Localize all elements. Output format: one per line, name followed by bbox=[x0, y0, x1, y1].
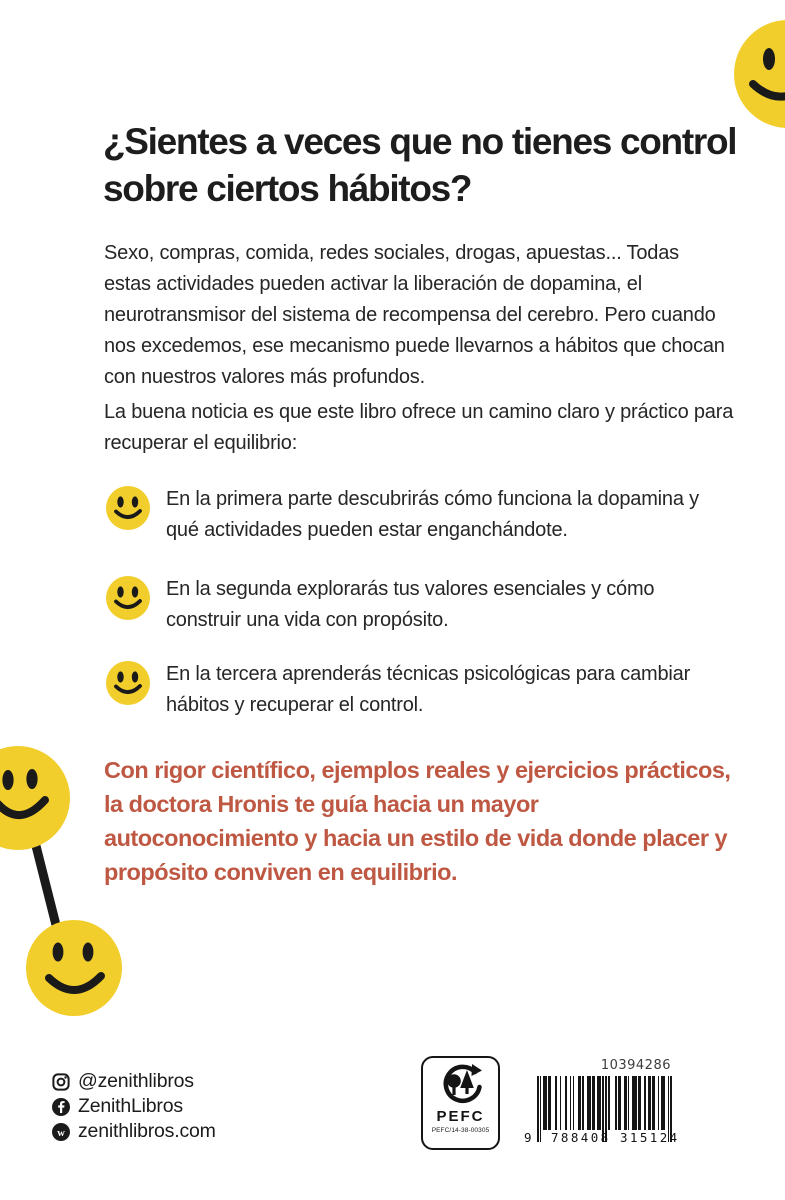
barcode-bar bbox=[653, 1076, 655, 1130]
barcode-bar bbox=[639, 1076, 641, 1130]
website-url: zenithlibros.com bbox=[78, 1120, 216, 1142]
smiley-icon bbox=[106, 576, 150, 620]
social-links bbox=[52, 1069, 216, 1144]
barcode-bar bbox=[565, 1076, 567, 1130]
smiley-icon bbox=[106, 486, 150, 530]
barcode-digit-group-1: 788408 bbox=[551, 1130, 611, 1145]
barcode-top-number: 10394286 bbox=[600, 1058, 671, 1073]
barcode-bar bbox=[615, 1076, 617, 1130]
intro-paragraph-1: Sexo, compras, comida, redes sociales, drogas, apuestas... Todas estas actividades pueden activar la liberación de dopamina, el neurotransmisor del sistema de recompensa del cerebro. Pero cuando nos excedemos, ese mecanismo puede llevarnos a hábitos que chocan con nuestros valores más profundos. bbox=[104, 242, 725, 388]
smiley-cluster-icon bbox=[0, 726, 150, 1026]
pefc-logo-icon bbox=[438, 1063, 484, 1107]
barcode-bar bbox=[573, 1076, 575, 1130]
barcode-bar bbox=[619, 1076, 621, 1130]
barcode-bar bbox=[645, 1076, 647, 1130]
barcode-bar bbox=[608, 1076, 610, 1130]
barcode-bar bbox=[570, 1076, 572, 1130]
barcode-bar bbox=[590, 1076, 592, 1130]
barcode-bar bbox=[635, 1076, 637, 1130]
instagram-icon bbox=[52, 1073, 70, 1091]
page-title: ¿Sientes a veces que no tienes control sobre ciertos hábitos? bbox=[103, 121, 737, 209]
barcode-bar bbox=[546, 1076, 548, 1130]
barcode-bar bbox=[594, 1076, 596, 1130]
highlight-text: Con rigor científico, ejemplos reales y ejercicios prácticos, la doctora Hronis te guía hacia un mayor autoconocimiento y hacia un estilo de vida donde placer y propósito conviven en equilibrio. bbox=[104, 757, 731, 885]
barcode-bar bbox=[599, 1076, 601, 1130]
list-item-text: En la primera parte descubrirás cómo funciona la dopamina y qué actividades pueden estar enganchándote. bbox=[166, 488, 699, 541]
web-icon bbox=[52, 1123, 70, 1141]
svg-text:w: w bbox=[57, 1127, 65, 1139]
barcode-bar bbox=[628, 1076, 630, 1130]
social-row-website bbox=[52, 1119, 216, 1144]
list-item-text: En la tercera aprenderás técnicas psicológicas para cambiar hábitos y recuperar el control. bbox=[166, 663, 691, 716]
barcode-bar bbox=[658, 1076, 660, 1130]
barcode-bar bbox=[537, 1076, 539, 1142]
barcode-bar bbox=[580, 1076, 582, 1130]
list-item bbox=[106, 659, 726, 721]
smiley-icon bbox=[106, 661, 150, 705]
barcode-bar bbox=[555, 1076, 557, 1130]
pefc-label: PEFC bbox=[436, 1108, 485, 1125]
instagram-handle: @zenithlibros bbox=[78, 1070, 194, 1092]
list-item bbox=[106, 574, 726, 636]
barcode-bar bbox=[649, 1076, 651, 1130]
barcode-bar bbox=[625, 1076, 627, 1130]
pefc-certification bbox=[421, 1056, 500, 1150]
list-item-text: En la segunda explorarás tus valores esenciales y cómo construir una vida con propósito. bbox=[166, 578, 655, 631]
barcode-bar bbox=[560, 1076, 562, 1130]
barcode-bar bbox=[663, 1076, 665, 1130]
facebook-icon bbox=[52, 1098, 70, 1116]
barcode-bar bbox=[582, 1076, 584, 1130]
facebook-handle: ZenithLibros bbox=[78, 1095, 183, 1117]
social-row-instagram bbox=[52, 1069, 216, 1094]
barcode-digit-group-2: 315124 bbox=[620, 1130, 680, 1145]
barcode-lead-digit: 9 bbox=[524, 1130, 534, 1145]
list-item bbox=[106, 484, 726, 546]
pefc-cert-code: PEFC/14-38-00305 bbox=[431, 1127, 490, 1134]
barcode-bars-wrap bbox=[524, 1076, 680, 1156]
smiley-corner-icon bbox=[733, 16, 785, 134]
isbn-barcode bbox=[524, 1058, 680, 1156]
intro-paragraph-2: La buena noticia es que este libro ofrece un camino claro y práctico para recuperar el equilibrio: bbox=[104, 401, 734, 454]
barcode-bar bbox=[550, 1076, 552, 1130]
barcode-bar bbox=[540, 1076, 542, 1142]
social-row-facebook bbox=[52, 1094, 216, 1119]
